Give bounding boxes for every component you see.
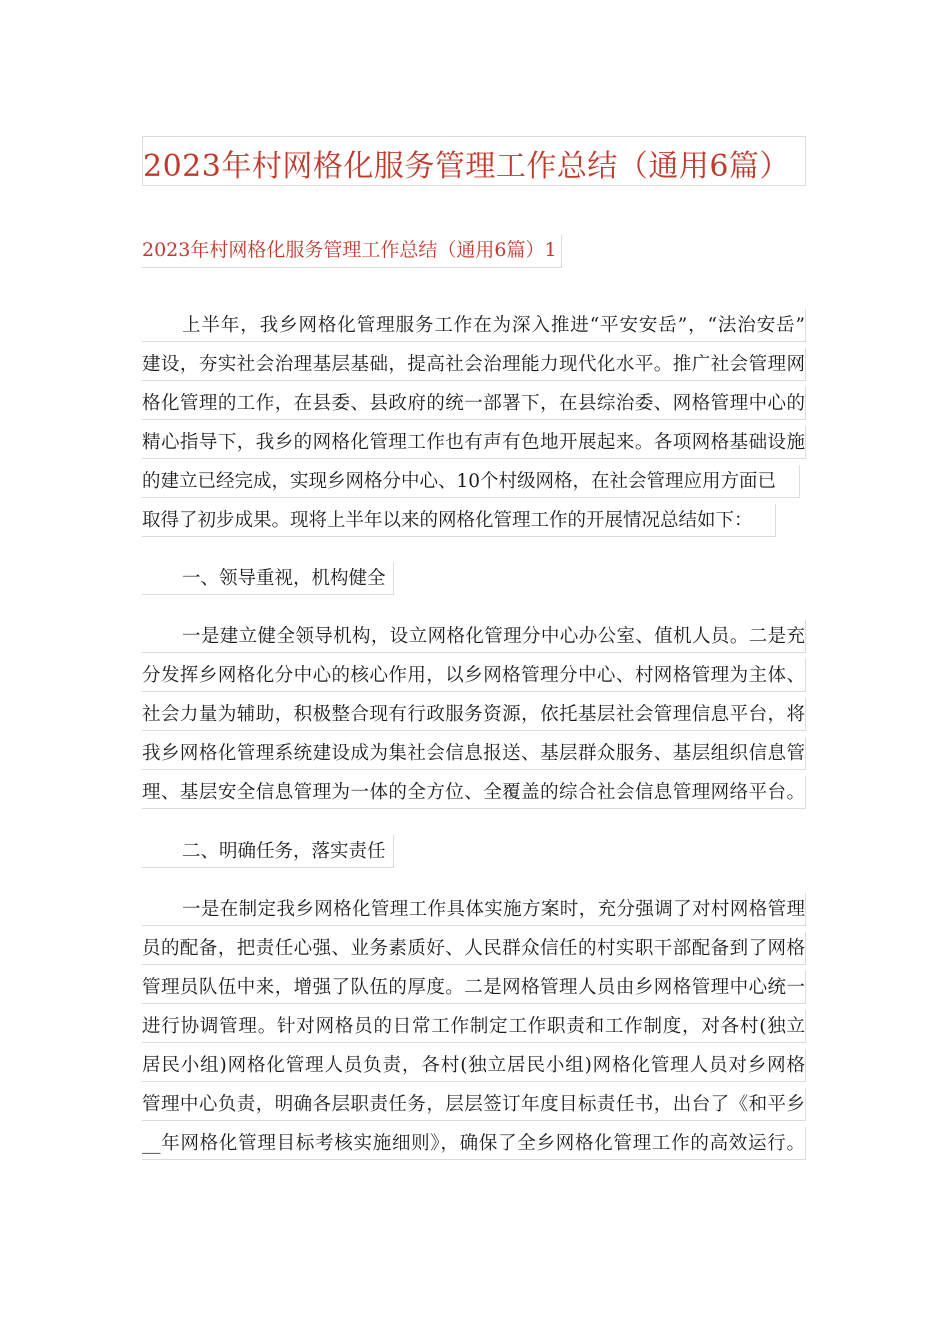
section-heading: 2023年村网格化服务管理工作总结（通用6篇）1 [142,235,562,268]
text-line: 理、基层安全信息管理为一体的全方位、全覆盖的综合社会信息管理网络平台。 [142,776,806,809]
text-line: __年网格化管理目标考核实施细则》，确保了全乡网格化管理工作的高效运行。 [142,1127,806,1160]
document-title: 2023年村网格化服务管理工作总结（通用6篇） [143,149,790,184]
text-line: 格化管理的工作，在县委、县政府的统一部署下，在县综治委、网格管理中心的 [142,387,806,420]
text-line: 管理中心负责，明确各层职责任务，层层签订年度目标责任书，出台了《和平乡 [142,1088,806,1121]
text-line: 员的配备，把责任心强、业务素质好、人民群众信任的村实职干部配备到了网格 [142,932,806,965]
text-line: 一是在制定我乡网格化管理工作具体实施方案时，充分强调了对村网格管理 [142,893,806,926]
section-heading-2: 二、明确任务，落实责任 [142,835,394,868]
text-line: 分发挥乡网格化分中心的核心作用，以乡网格管理分中心、村网格管理为主体、 [142,659,806,692]
text-line: 精心指导下，我乡的网格化管理工作也有声有色地开展起来。各项网格基础设施 [142,426,806,459]
text-line: 居民小组)网格化管理人员负责，各村(独立居民小组)网格化管理人员对乡网格 [142,1049,806,1082]
text-line: 上半年，我乡网格化管理服务工作在为深入推进“平安安岳”，“法治安岳” [142,309,806,342]
title-box [142,136,806,186]
text-line: 管理员队伍中来，增强了队伍的厚度。二是网格管理人员由乡网格管理中心统一 [142,971,806,1004]
text-line: 进行协调管理。针对网格员的日常工作制定工作职责和工作制度，对各村(独立 [142,1010,806,1043]
text-line: 我乡网格化管理系统建设成为集社会信息报送、基层群众服务、基层组织信息管 [142,737,806,770]
text-line: 取得了初步成果。现将上半年以来的网格化管理工作的开展情况总结如下： [142,504,776,537]
text-line: 社会力量为辅助，积极整合现有行政服务资源，依托基层社会管理信息平台，将 [142,698,806,731]
section-heading-1: 一、领导重视，机构健全 [142,562,394,595]
text-line: 一是建立健全领导机构，设立网格化管理分中心办公室、值机人员。二是充 [142,620,806,653]
text-line: 建设，夯实社会治理基层基础，提高社会治理能力现代化水平。推广社会管理网 [142,348,806,381]
text-line: 的建立已经完成，实现乡网格分中心、10个村级网格，在社会管理应用方面已 [142,465,800,498]
